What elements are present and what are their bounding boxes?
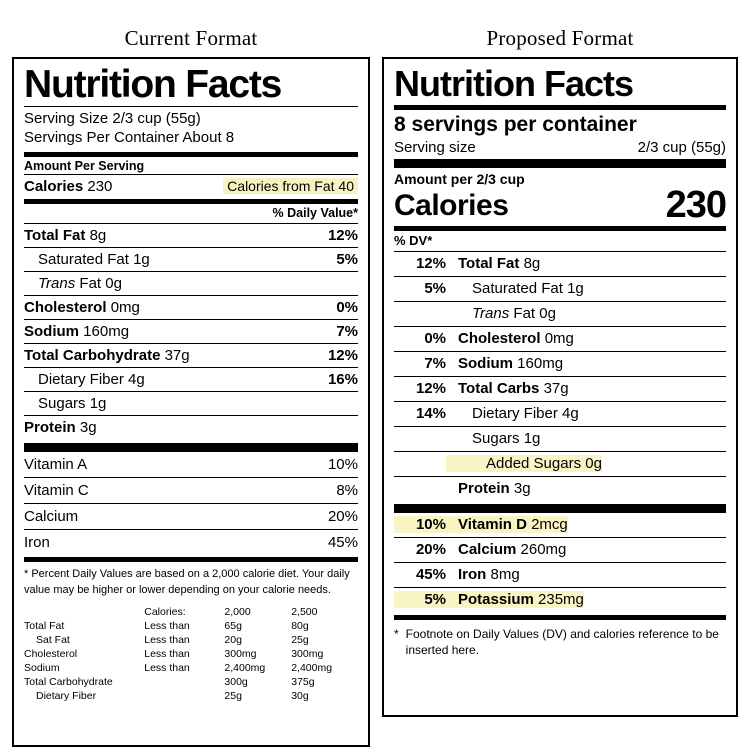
nutrient-amount: 0mg xyxy=(110,299,140,317)
micronutrient-label: Vitamin C xyxy=(24,482,89,500)
nutrient-dv: 12% xyxy=(327,227,358,245)
proposed-nutrition-label xyxy=(382,57,738,717)
cell xyxy=(144,689,224,703)
nutrient-dv: 7% xyxy=(424,355,446,373)
micronutrient-amount: 2mcg xyxy=(531,516,568,534)
nutrient-amount: 4g xyxy=(562,405,579,423)
current-footnote-table xyxy=(24,605,358,703)
table-row xyxy=(24,368,358,391)
nutrient-amount: 1g xyxy=(133,251,150,269)
proposed-amount-per: Amount per 2/3 cup xyxy=(394,170,525,187)
current-calories-label: Calories xyxy=(24,178,84,196)
cell: Less than xyxy=(144,648,190,661)
current-serving-size: Serving Size 2/3 cup (55g) xyxy=(24,109,201,127)
cell: 2,400mg xyxy=(224,662,266,675)
table-row xyxy=(24,478,358,503)
table-row-added-sugars xyxy=(394,452,726,476)
nutrient-label: Dietary Fiber xyxy=(38,371,124,389)
nutrient-dv: 12% xyxy=(327,347,358,365)
table-row xyxy=(394,352,726,376)
nutrient-amount: 0g xyxy=(105,275,122,293)
cell: Dietary Fiber xyxy=(36,690,97,703)
nutrient-amount: 8g xyxy=(89,227,107,245)
table-row xyxy=(394,563,726,587)
nutrient-label: Total Carbohydrate xyxy=(24,347,161,365)
cell: 30g xyxy=(291,690,309,703)
cell: Total Carbohydrate xyxy=(24,676,113,689)
proposed-serving-size-label: Serving size xyxy=(394,138,476,156)
nutrient-label: Sodium xyxy=(458,355,513,373)
cell: Less than xyxy=(144,634,190,647)
table-row xyxy=(394,427,726,451)
cell: 375g xyxy=(291,676,315,689)
nutrient-amount: 160mg xyxy=(83,323,130,341)
micronutrient-label: Vitamin D xyxy=(458,516,527,534)
proposed-serving-size-row xyxy=(394,138,726,159)
proposed-label-title: Nutrition Facts xyxy=(394,63,634,104)
nutrient-label: Sugars xyxy=(38,395,86,413)
cell: Sodium xyxy=(24,662,60,675)
table-row xyxy=(24,504,358,529)
table-row xyxy=(394,277,726,301)
table-row xyxy=(24,661,358,675)
proposed-footnote xyxy=(394,620,726,658)
current-calories-value: 230 xyxy=(87,178,113,196)
footnote-text: Footnote on Daily Values (DV) and calories reference to be inserted here. xyxy=(405,626,719,658)
micronutrient-dv: 20% xyxy=(415,541,446,559)
nutrient-label: Total Carbs xyxy=(458,380,540,398)
nutrient-dv: 5% xyxy=(336,251,358,269)
nutrient-amount: 1g xyxy=(567,280,584,298)
cell: 25g xyxy=(224,690,242,703)
nutrient-label: Protein xyxy=(24,419,76,437)
cell: Cholesterol xyxy=(24,648,78,661)
col-head: Calories: xyxy=(144,606,186,619)
cell xyxy=(144,675,224,689)
nutrient-amount: 8g xyxy=(523,255,541,273)
nutrient-label: Total Fat xyxy=(458,255,520,273)
table-row xyxy=(394,377,726,401)
nutrient-amount: 37g xyxy=(543,380,569,398)
proposed-servings-per-container: 8 servings per container xyxy=(394,112,637,136)
table-row xyxy=(24,452,358,477)
current-nutrition-label xyxy=(12,57,370,747)
cell: 2,400mg xyxy=(291,662,333,675)
divider xyxy=(394,504,726,513)
current-daily-value-header: % Daily Value* xyxy=(272,206,358,221)
col-head: 2,500 xyxy=(291,606,318,619)
cell: 25g xyxy=(291,634,309,647)
nutrient-amount: 3g xyxy=(513,480,531,498)
nutrient-label: Cholesterol xyxy=(458,330,541,348)
micronutrient-label: Calcium xyxy=(24,508,79,526)
divider xyxy=(394,159,726,168)
table-header-row xyxy=(24,605,358,619)
micronutrient-amount: 8mg xyxy=(490,566,520,584)
table-row xyxy=(24,392,358,415)
cell: 300mg xyxy=(224,648,257,661)
nutrient-amount: 37g xyxy=(164,347,190,365)
current-calories-from-fat: Calories from Fat 40 xyxy=(223,178,358,194)
micronutrient-label: Vitamin A xyxy=(24,456,88,474)
micronutrient-amount: 260mg xyxy=(520,541,567,559)
col-head: 2,000 xyxy=(224,606,251,619)
nutrient-amount: 1g xyxy=(89,395,107,413)
nutrient-label: Saturated Fat xyxy=(472,280,563,298)
micronutrient-label: Potassium xyxy=(458,591,534,609)
proposed-format-heading: Proposed Format xyxy=(486,26,634,50)
nutrient-label: Dietary Fiber xyxy=(472,405,558,423)
table-row xyxy=(24,296,358,319)
nutrient-amount: 0g xyxy=(585,455,602,473)
col-head xyxy=(24,605,144,619)
nutrient-label: Saturated Fat xyxy=(38,251,129,269)
table-row xyxy=(24,619,358,633)
nutrient-amount: 160mg xyxy=(517,355,564,373)
nutrient-amount: 3g xyxy=(79,419,97,437)
nutrient-label-italic: Trans xyxy=(472,305,510,323)
cell: 80g xyxy=(291,620,309,633)
table-row xyxy=(394,302,726,326)
current-calories-row xyxy=(24,175,358,199)
micronutrient-amount: 235mg xyxy=(538,591,584,609)
table-row xyxy=(24,344,358,367)
table-row xyxy=(394,402,726,426)
table-row xyxy=(394,252,726,276)
footnote-asterisk: * xyxy=(394,626,399,641)
cell: 20g xyxy=(224,634,242,647)
nutrient-label: Sodium xyxy=(24,323,79,341)
cell: 65g xyxy=(224,620,242,633)
micronutrient-dv: 10% xyxy=(394,516,446,533)
table-row-potassium xyxy=(394,588,726,612)
current-label-title: Nutrition Facts xyxy=(24,63,282,106)
table-row xyxy=(24,530,358,555)
table-row xyxy=(24,272,358,295)
micronutrient-dv: 45% xyxy=(415,566,446,584)
current-format-heading: Current Format xyxy=(124,26,258,50)
proposed-dv-header: % DV* xyxy=(394,232,433,248)
current-format-column xyxy=(12,0,370,747)
nutrient-label: Total Fat xyxy=(24,227,86,245)
cell: Sat Fat xyxy=(36,634,70,647)
cell: Less than xyxy=(144,662,190,675)
nutrient-dv: 0% xyxy=(424,330,446,348)
table-row xyxy=(24,224,358,247)
table-row xyxy=(24,320,358,343)
micronutrient-dv: 45% xyxy=(327,534,358,552)
current-servings-per-container: Servings Per Container About 8 xyxy=(24,128,235,146)
nutrient-label: Added Sugars xyxy=(486,455,582,473)
nutrient-amount: 4g xyxy=(128,371,145,389)
nutrient-dv: 12% xyxy=(415,255,446,273)
nutrient-label: Fat xyxy=(79,275,102,293)
micronutrient-dv: 10% xyxy=(327,456,358,474)
nutrient-dv: 7% xyxy=(336,323,358,341)
nutrient-amount: 1g xyxy=(523,430,541,448)
table-row xyxy=(394,327,726,351)
table-row xyxy=(24,633,358,647)
table-row-vitamin-d xyxy=(394,513,726,537)
cell: 300g xyxy=(224,676,248,689)
nutrient-label: Protein xyxy=(458,480,510,498)
cell: Less than xyxy=(144,620,190,633)
table-row xyxy=(24,248,358,271)
proposed-format-column xyxy=(382,0,738,717)
micronutrient-dv: 8% xyxy=(336,482,358,500)
nutrient-amount: 0mg xyxy=(544,330,574,348)
current-amount-per-serving: Amount Per Serving xyxy=(24,159,145,174)
micronutrient-label: Calcium xyxy=(458,541,517,559)
nutrient-amount: 0g xyxy=(539,305,556,323)
nutrient-dv: 14% xyxy=(415,405,446,423)
table-row xyxy=(24,689,358,703)
divider xyxy=(24,443,358,452)
proposed-calories-label: Calories xyxy=(394,188,509,222)
table-row xyxy=(394,538,726,562)
table-row xyxy=(394,477,726,501)
proposed-calories-row xyxy=(394,183,726,226)
cell: Total Fat xyxy=(24,620,65,633)
table-row xyxy=(24,647,358,661)
current-footnote: * Percent Daily Values are based on a 2,000 calorie diet. Your daily value may be higher or lower depending on your calorie needs. xyxy=(24,568,350,597)
nutrient-dv: 5% xyxy=(424,280,446,298)
nutrient-label-italic: Trans xyxy=(38,275,76,293)
micronutrient-label: Iron xyxy=(458,566,487,584)
cell: 300mg xyxy=(291,648,324,661)
table-row xyxy=(24,416,358,439)
micronutrient-dv: 5% xyxy=(394,591,446,608)
nutrient-dv: 0% xyxy=(336,299,358,317)
nutrient-label: Cholesterol xyxy=(24,299,107,317)
proposed-serving-size-value: 2/3 cup (55g) xyxy=(637,138,726,156)
nutrient-dv: 12% xyxy=(415,380,446,398)
nutrient-dv: 16% xyxy=(327,371,358,389)
table-row xyxy=(24,675,358,689)
micronutrient-label: Iron xyxy=(24,534,50,552)
micronutrient-dv: 20% xyxy=(327,508,358,526)
proposed-calories-value: 230 xyxy=(665,183,726,226)
nutrient-label: Fat xyxy=(513,305,536,323)
nutrient-label: Sugars xyxy=(472,430,520,448)
